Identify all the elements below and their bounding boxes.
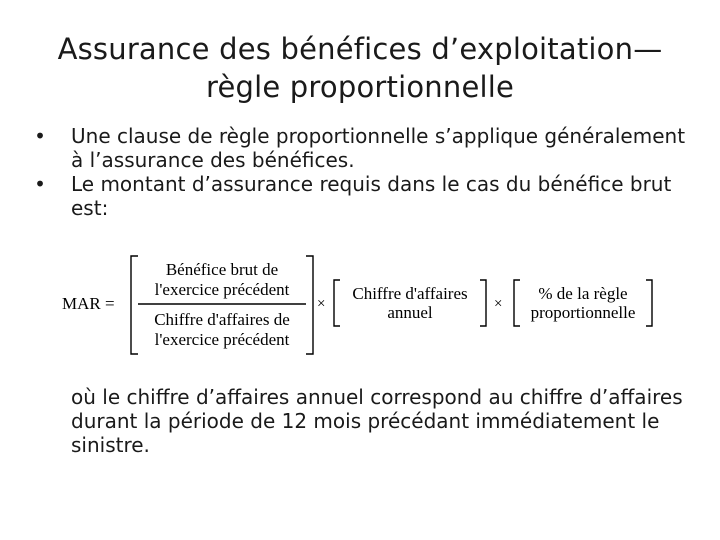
slide-title-line1: Assurance des bénéfices d’exploitation— xyxy=(57,32,663,66)
term3-line2: proportionnelle xyxy=(530,303,636,322)
term3-line1: % de la règle xyxy=(538,284,628,303)
slide-title xyxy=(40,30,680,106)
formula-lhs: MAR = xyxy=(62,294,115,313)
multiply-sign-2: × xyxy=(494,296,503,312)
multiply-sign-1: × xyxy=(317,296,326,312)
fraction-numerator-line1: Bénéfice brut de xyxy=(165,260,279,279)
bullet-dot-icon: • xyxy=(34,124,46,148)
bullet-item xyxy=(30,124,690,172)
bullet-item xyxy=(30,172,690,220)
fraction-denominator-line2: l'exercice précédent xyxy=(154,330,290,349)
bullet-dot-icon: • xyxy=(34,172,46,196)
mar-formula xyxy=(58,254,668,358)
bullet-text: Le montant d’assurance requis dans le cas du bénéfice brut est: xyxy=(71,172,672,220)
term2-line2: annuel xyxy=(387,303,433,322)
bullet-text: Une clause de règle proportionnelle s’applique généralement à l’assurance des bénéfices. xyxy=(71,124,686,172)
slide-title-line2: règle proportionnelle xyxy=(205,70,515,104)
fraction-numerator-line2: l'exercice précédent xyxy=(154,280,290,299)
fraction-denominator-line1: Chiffre d'affaires de xyxy=(154,310,290,329)
definition-note: où le chiffre d’affaires annuel correspond au chiffre d’affaires durant la période de 12 mois précédant immédiatement le sinistre. xyxy=(71,385,683,457)
bullet-list xyxy=(30,124,690,220)
term2-line1: Chiffre d'affaires xyxy=(352,284,468,303)
